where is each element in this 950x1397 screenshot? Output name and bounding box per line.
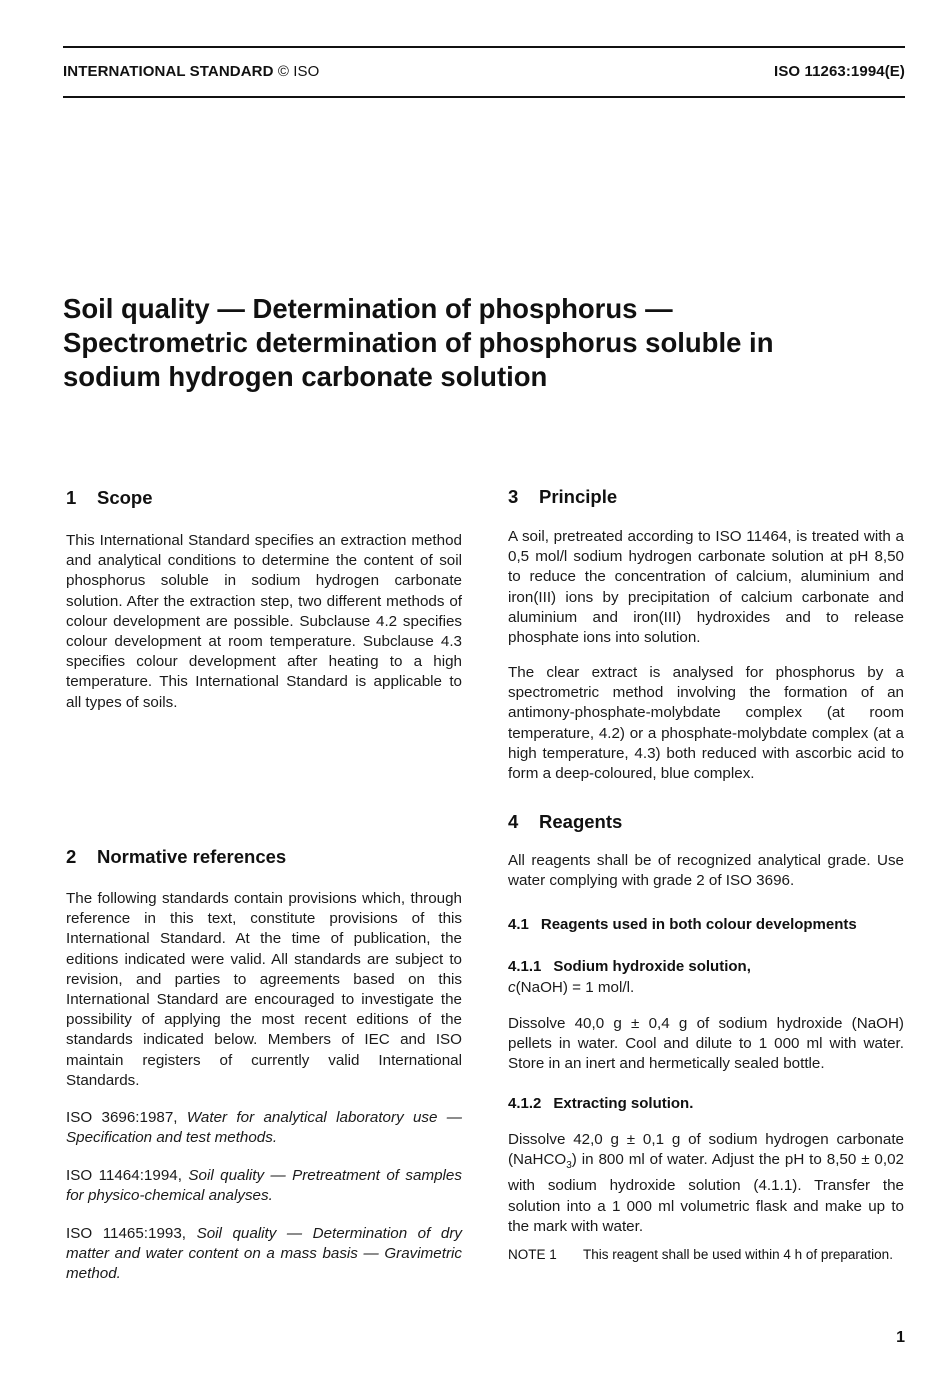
header-top-rule — [63, 46, 905, 48]
section-normative-text: The following standards contain provisions which, through reference in this text, constitute provisions of this International Standard. At the time of publication, the editions indicated were valid. All standards are subject to revision, and parties to agreements based on this International Standard are encouraged to investigate the possibility of applying the most recent editions of the standards indicated below. Members of IEC and ISO maintain registers of currently valid International Standards. — [66, 890, 462, 1089]
section-scope-heading: 1 Scope — [66, 487, 153, 508]
subsection-4-1-heading: 4.1 Reagents used in both colour developments — [508, 916, 857, 933]
section-reagents-text: All reagents shall be of recognized analytical grade. Use water complying with grade 2 of ISO 3696. — [508, 852, 904, 890]
page-number: 1 — [896, 1329, 905, 1346]
section-principle-para-1: A soil, pretreated according to ISO 11464, is treated with a 0,5 mol/l sodium hydrogen carbonate solution at pH 8,50 to reduce the concentration of calcium, aluminium and iron(III) ions by precipitation of calcium carbonate and aluminium and iron(III) hydroxides and to release phosphate ions into solution. — [508, 528, 904, 647]
header-standard-label: INTERNATIONAL STANDARD — [63, 63, 274, 80]
page-title — [63, 292, 903, 394]
section-principle-heading: 3 Principle — [508, 486, 618, 507]
header-bottom-rule — [63, 96, 905, 98]
normative-reference-3: ISO 11465:1993, Soil quality — Determination of dry matter and water content on a mass basis — Gravimetric method. — [66, 1225, 462, 1283]
note-1-label: NOTE 1 — [508, 1247, 557, 1262]
section-scope-text: This International Standard specifies an extraction method and analytical conditions to determine the content of soil phosphorus soluble in sodium hydrogen carbonate solution. After the extraction step, two different methods of colour development are possible. Subclause 4.2 specifies colour development at room temperature. Subclause 4.3 specifies colour development after heating to a high temperature. This International Standard is applicable to all types of soils. — [66, 532, 462, 711]
subsection-4-1-2-heading: 4.1.2 Extracting solution. — [508, 1095, 694, 1112]
subsection-4-1-1-formula: c(NaOH) = 1 mol/l. — [508, 979, 635, 996]
title-line-2: Spectrometric determination of phosphorus soluble in — [63, 327, 774, 358]
normative-reference-2: ISO 11464:1994, Soil quality — Pretreatment of samples for physico-chemical analyses. — [66, 1167, 462, 1205]
note-1-text: This reagent shall be used within 4 h of preparation. — [583, 1247, 893, 1262]
section-principle-para-2: The clear extract is analysed for phosphorus by a spectrometric method involving the formation of an antimony-phosphate-molybdate complex (at room temperature, 4.2) or a phosphate-molybdate complex (at a high temperature, 4.3) both reduced with ascorbic acid to form a deep-coloured, blue complex. — [508, 664, 904, 783]
section-normative-heading: 2 Normative references — [66, 846, 287, 867]
note-1 — [508, 1245, 904, 1265]
subsection-4-1-1-heading: 4.1.1 Sodium hydroxide solution, — [508, 958, 751, 975]
subsection-4-1-1-text: Dissolve 40,0 g ± 0,4 g of sodium hydroxide (NaOH) pellets in water. Cool and dilute to 1 000 ml with water. Store in an inert and hermetically sealed bottle. — [508, 1015, 904, 1073]
title-line-1: Soil quality — Determination of phosphorus — — [63, 293, 673, 324]
section-reagents-heading: 4 Reagents — [508, 811, 623, 832]
normative-reference-1: ISO 3696:1987, Water for analytical laboratory use — Specification and test methods. — [66, 1109, 462, 1147]
title-line-3: sodium hydrogen carbonate solution — [63, 361, 548, 392]
header-document-number: ISO 11263:1994(E) — [774, 63, 905, 80]
subsection-4-1-2-text: Dissolve 42,0 g ± 0,1 g of sodium hydrogen carbonate (NaHCO$_3$) in 800 ml of water. Adjust the pH to 8,50 ± 0,02 with sodium hydroxide solution (4.1.1). Transfer the solution into a 1 000 ml volumetric flask and make up to the mark with water. — [508, 1131, 904, 1235]
header-left — [63, 63, 319, 80]
header-iso-mark: © ISO — [277, 63, 320, 80]
